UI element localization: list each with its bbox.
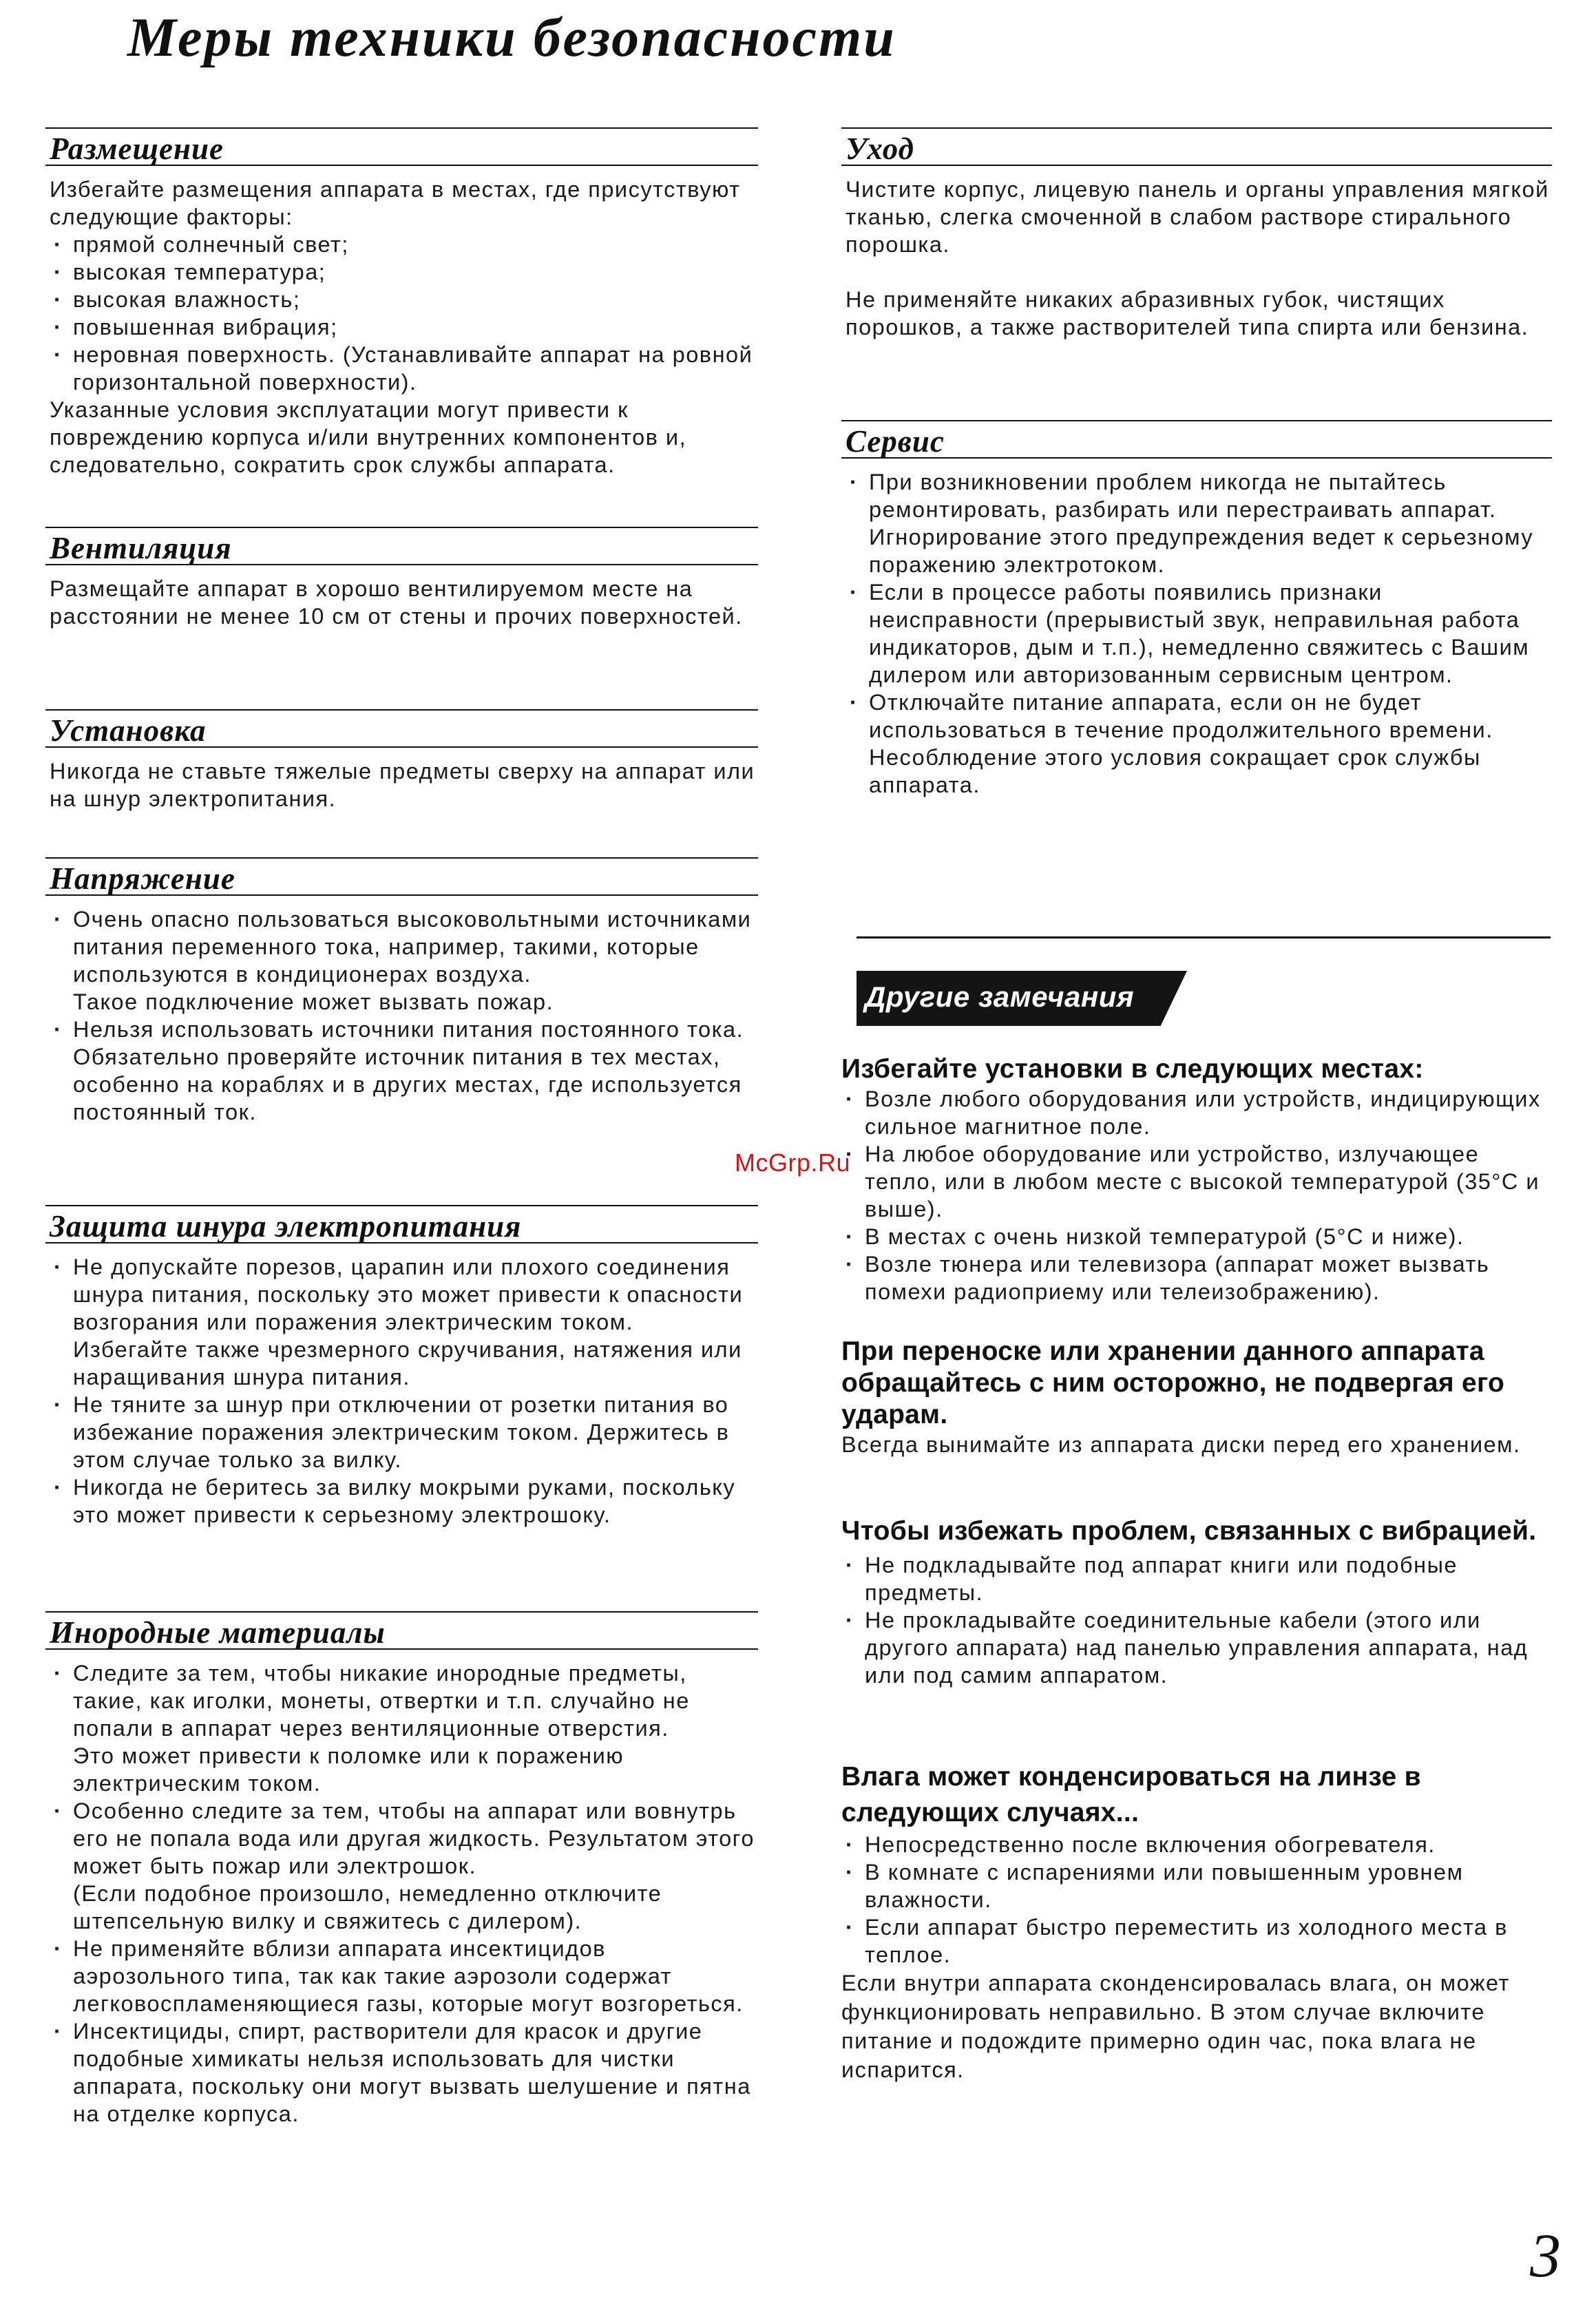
paragraph: Всегда вынимайте из аппарата диски перед его хранением. (841, 1432, 1521, 1457)
bullet-list (841, 1551, 1552, 1689)
subsection-heading: При переноске или хранении данного аппарата обращайтесь с ним осторожно, не подвергая его ударам. (841, 1336, 1505, 1429)
paragraph: Размещайте аппарат в хорошо вентилируемом месте на расстоянии не менее 10 см от стены и прочих поверхностей. (50, 576, 743, 629)
section-header (45, 527, 758, 565)
list-item-text: · Не допускайте порезов, царапин или плохого соединения шнура питания, поскольку это может привести к опасности возгорания или поражения электрическим током. (73, 1255, 744, 1334)
list-item-note: (Если подобное произошло, немедленно отключите штепсельную вилку и свяжитесь с дилером). (73, 1881, 662, 1933)
section-header (45, 857, 758, 896)
section-header (841, 127, 1552, 166)
list-item-text: · Отключайте питание аппарата, если он не будет использоваться в течение продолжительного времени. Несоблюдение этого условия сокращает срок службы аппарата. (869, 690, 1493, 797)
list-item (846, 578, 1552, 689)
section-ventilation (45, 527, 758, 630)
list-item: · неровная поверхность. (Устанавливайте аппарат на ровной горизонтальной поверхности). (50, 341, 758, 396)
section-heading: Установка (50, 713, 207, 748)
bullet-list (50, 905, 758, 1126)
section-body (45, 757, 758, 812)
page-title: Меры техники безопасности (127, 8, 896, 68)
subsection-avoid (841, 1053, 1552, 1305)
section-body (45, 1253, 758, 1529)
bullet-list (50, 1659, 758, 2128)
subsection-heading: Избегайте установки в следующих местах: (841, 1054, 1424, 1084)
section-body (841, 176, 1552, 341)
section-header (45, 709, 758, 748)
list-item (50, 2017, 758, 2128)
subsection-condensation (841, 1759, 1552, 2084)
section-heading: Инородные материалы (50, 1615, 386, 1650)
section-service (841, 420, 1552, 799)
list-item (50, 1797, 758, 1935)
paragraph: Чистите корпус, лицевую панель и органы управления мягкой тканью, слегка смоченной в слабом растворе стирального порошка. (846, 177, 1549, 257)
list-item-text: · Особенно следите за тем, чтобы на аппарат или вовнутрь его не попала вода или другая жидкость. Результатом этого может быть пожар или электрошок. (73, 1798, 755, 1878)
section-cord (45, 1205, 758, 1529)
bullet-list (841, 1831, 1552, 1969)
list-item-text: · Никогда не беритесь за вилку мокрыми руками, поскольку это может привести к серьезному электрошоку. (73, 1475, 736, 1527)
subsection-body (841, 1831, 1552, 2084)
subsection-heading: Влага может конденсироваться на линзе в следующих случаях... (841, 1762, 1421, 1827)
list-item-note: Обязательно проверяйте источник питания в тех местах, особенно на кораблях и в других местах, где используется постоянный ток. (73, 1045, 742, 1124)
subsection-heading: Чтобы избежать проблем, связанных с вибрацией. (841, 1516, 1537, 1546)
paragraph: Если внутри аппарата сконденсировалась влага, он может функционировать неправильно. В этом случае включите питание и подождите примерно один час, пока влага не испарится. (841, 1971, 1510, 2082)
list-item: · Не подкладывайте под аппарат книги или подобные предметы. (841, 1551, 1552, 1606)
list-item: · На любое оборудование или устройство, излучающее тепло, или в любом месте с высокой температурой (35°C и выше). (841, 1140, 1552, 1223)
section-installation (45, 709, 758, 812)
section-heading: Сервис (846, 424, 945, 459)
section-heading: Размещение (50, 132, 224, 166)
bullet-list (841, 1085, 1552, 1305)
list-item-text: · При возникновении проблем никогда не пытайтесь ремонтировать, разбирать или перестраивать аппарат. (869, 470, 1497, 522)
section-body (841, 468, 1552, 799)
list-item-text: · Если в процессе работы появились признаки неисправности (прерывистый звук, неправильная работа индикаторов, дым и т.п.), немедленно свяжитесь с Вашим дилером или авторизованным сервисным центром. (869, 580, 1530, 687)
list-item: · повышенная вибрация; (50, 313, 758, 341)
list-item: · Если аппарат быстро переместить из холодного места в теплое. (841, 1913, 1552, 1969)
list-item: · прямой солнечный свет; (50, 231, 758, 258)
list-item-text: · Очень опасно пользоваться высоковольтными источниками питания переменного тока, например, такими, которые используются в кондиционерах воздуха. (73, 907, 752, 987)
section-voltage (45, 857, 758, 1126)
section-body (45, 905, 758, 1126)
list-item-text: · Инсектициды, спирт, растворители для красок и другие подобные химикаты нельзя использовать для чистки аппарата, поскольку они могут вызвать шелушение и пятна на отделке корпуса. (73, 2019, 751, 2126)
list-item: · высокая влажность; (50, 286, 758, 313)
list-item (50, 1659, 758, 1797)
watermark: McGrp.Ru (735, 1148, 851, 1177)
other-notes-banner (857, 971, 1215, 1026)
section-header (45, 1611, 758, 1650)
list-item-text: · Не применяйте вблизи аппарата инсектицидов аэрозольного типа, так как такие аэрозоли содержат легковоспламеняющиеся газы, которые могут возгореться. (73, 1936, 744, 2016)
bullet-list (50, 231, 758, 396)
list-item-note: Игнорирование этого предупреждения ведет к серьезному поражению электротоком. (869, 525, 1534, 577)
list-item-note: Такое подключение может вызвать пожар. (73, 989, 554, 1014)
list-item-note: Избегайте также чрезмерного скручивания, натяжения или наращивания шнура питания. (73, 1337, 742, 1389)
section-body (45, 176, 758, 479)
bullet-list (846, 468, 1552, 799)
list-item (50, 1253, 758, 1391)
section-header (45, 1205, 758, 1244)
section-body (45, 1659, 758, 2128)
list-item-text: · Нельзя использовать источники питания постоянного тока. (73, 1017, 744, 1042)
paragraph: Не применяйте никаких абразивных губок, чистящих порошков, а также растворителей типа спирта или бензина. (846, 287, 1529, 339)
paragraph: Никогда не ставьте тяжелые предметы сверху на аппарат или на шнур электропитания. (50, 759, 755, 811)
subsection-body (841, 1085, 1552, 1305)
list-item (50, 1391, 758, 1473)
list-item-note: Это может привести к поломке или к поражению электрическим током. (73, 1743, 624, 1796)
paragraph: Избегайте размещения аппарата в местах, где присутствуют следующие факторы: (50, 177, 741, 229)
list-item: · Возле любого оборудования или устройств, индицирующих сильное магнитное поле. (841, 1085, 1552, 1140)
subsection-body (841, 1551, 1552, 1689)
banner-title: Другие замечания (865, 980, 1135, 1013)
list-item: · Возле тюнера или телевизора (аппарат может вызвать помехи радиоприему или телеизображению). (841, 1250, 1552, 1305)
list-item (50, 1935, 758, 2017)
section-body (45, 575, 758, 630)
list-item: · высокая температура; (50, 258, 758, 286)
section-heading: Напряжение (50, 861, 235, 896)
bullet-list (50, 1253, 758, 1529)
section-heading: Защита шнура электропитания (50, 1209, 522, 1244)
section-heading: Вентиляция (50, 531, 232, 565)
divider (857, 936, 1551, 938)
section-heading: Уход (846, 132, 914, 166)
list-item (846, 468, 1552, 578)
list-item-text: · Не тяните за шнур при отключении от розетки питания во избежание поражения электрическим током. Держитесь в этом случае только за вилку. (73, 1392, 730, 1472)
list-item: · В местах с очень низкой температурой (5°C и ниже). (841, 1223, 1552, 1250)
list-item-text: · Следите за тем, чтобы никакие инородные предметы, такие, как иголки, монеты, отвертки и т.п. случайно не попали в аппарат через вентиляционные отверстия. (73, 1661, 690, 1741)
section-header (45, 127, 758, 166)
list-item (50, 1473, 758, 1529)
section-care (841, 127, 1552, 341)
section-placement (45, 127, 758, 479)
page-number: 3 (1530, 2222, 1561, 2290)
section-foreign (45, 1611, 758, 2128)
list-item: · В комнате с испарениями или повышенным уровнем влажности. (841, 1858, 1552, 1913)
list-item (50, 905, 758, 1016)
subsection-carry (841, 1336, 1552, 1458)
list-item (846, 689, 1552, 799)
list-item: · Непосредственно после включения обогревателя. (841, 1831, 1552, 1858)
list-item: · Не прокладывайте соединительные кабели (этого или другого аппарата) над панелью управления аппарата, над или под самим аппаратом. (841, 1606, 1552, 1689)
list-item (50, 1016, 758, 1126)
paragraph: Указанные условия эксплуатации могут привести к повреждению корпуса и/или внутренних компонентов и, следовательно, сократить срок службы аппарата. (50, 397, 687, 477)
subsection-vibration (841, 1511, 1552, 1689)
section-header (841, 420, 1552, 459)
subsection-body (841, 1431, 1552, 1458)
